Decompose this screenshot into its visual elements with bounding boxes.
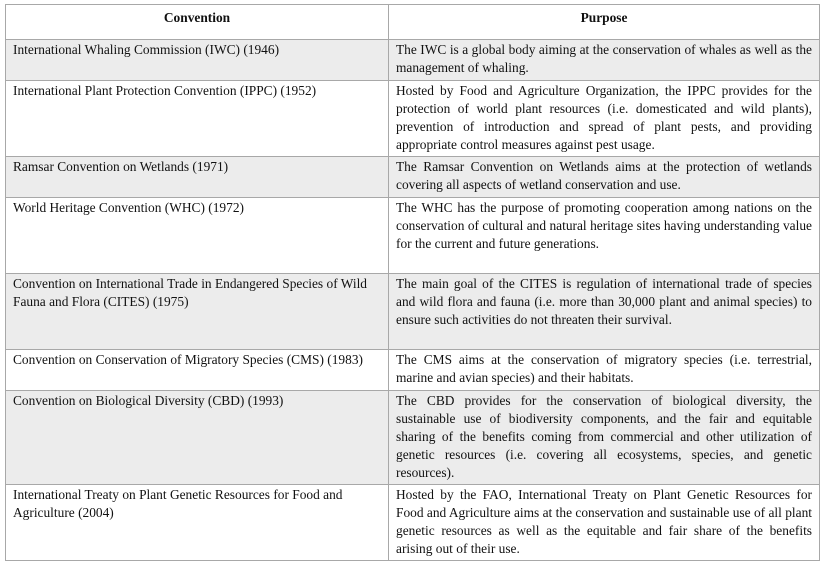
purpose-cell: Hosted by Food and Agriculture Organization, the IPPC provides for the protection of world plant resources (i.e. domesticated and wild plants), prevention of introduction and spread of plant pests, and providing appropriate control measures against pest usage.	[389, 81, 820, 157]
purpose-cell: The IWC is a global body aiming at the conservation of whales as well as the management of whaling.	[389, 40, 820, 81]
convention-cell: Ramsar Convention on Wetlands (1971)	[6, 157, 389, 198]
purpose-cell: The main goal of the CITES is regulation of international trade of species and wild flora and fauna (i.e. more than 30,000 plant and animal species) to ensure such activities do not threaten their survival.	[389, 274, 820, 350]
purpose-cell: The CBD provides for the conservation of biological diversity, the sustainable use of biodiversity components, and the fair and equitable sharing of the benefits coming from commercial and other utilization of genetic resources (i.e. covering all ecosystems, species, and genetic resources).	[389, 391, 820, 485]
purpose-cell: The Ramsar Convention on Wetlands aims at the protection of wetlands covering all aspects of wetland conservation and use.	[389, 157, 820, 198]
table-row	[6, 157, 820, 198]
convention-cell: International Plant Protection Convention (IPPC) (1952)	[6, 81, 389, 157]
header-convention: Convention	[6, 5, 389, 40]
table-row	[6, 40, 820, 81]
convention-cell: International Treaty on Plant Genetic Resources for Food and Agriculture (2004)	[6, 485, 389, 561]
purpose-cell: The CMS aims at the conservation of migratory species (i.e. terrestrial, marine and avian species) and their habitats.	[389, 350, 820, 391]
convention-cell: Convention on International Trade in Endangered Species of Wild Fauna and Flora (CITES) (1975)	[6, 274, 389, 350]
purpose-cell: The WHC has the purpose of promoting cooperation among nations on the conservation of cultural and natural heritage sites having understanding value for the current and future generations.	[389, 198, 820, 274]
table-header	[6, 5, 820, 40]
table-row	[6, 350, 820, 391]
table-row	[6, 391, 820, 485]
convention-cell: International Whaling Commission (IWC) (1946)	[6, 40, 389, 81]
table-body	[6, 40, 820, 561]
table-row	[6, 198, 820, 274]
purpose-cell: Hosted by the FAO, International Treaty on Plant Genetic Resources for Food and Agriculture aims at the conservation and sustainable use of all plant genetic resources as well as the equitable and fair share of the benefits arising out of their use.	[389, 485, 820, 561]
header-row	[6, 5, 820, 40]
table-row	[6, 274, 820, 350]
header-purpose: Purpose	[389, 5, 820, 40]
convention-cell: World Heritage Convention (WHC) (1972)	[6, 198, 389, 274]
convention-cell: Convention on Conservation of Migratory Species (CMS) (1983)	[6, 350, 389, 391]
convention-cell: Convention on Biological Diversity (CBD) (1993)	[6, 391, 389, 485]
table-row	[6, 485, 820, 561]
table-row	[6, 81, 820, 157]
conventions-table	[5, 4, 820, 561]
